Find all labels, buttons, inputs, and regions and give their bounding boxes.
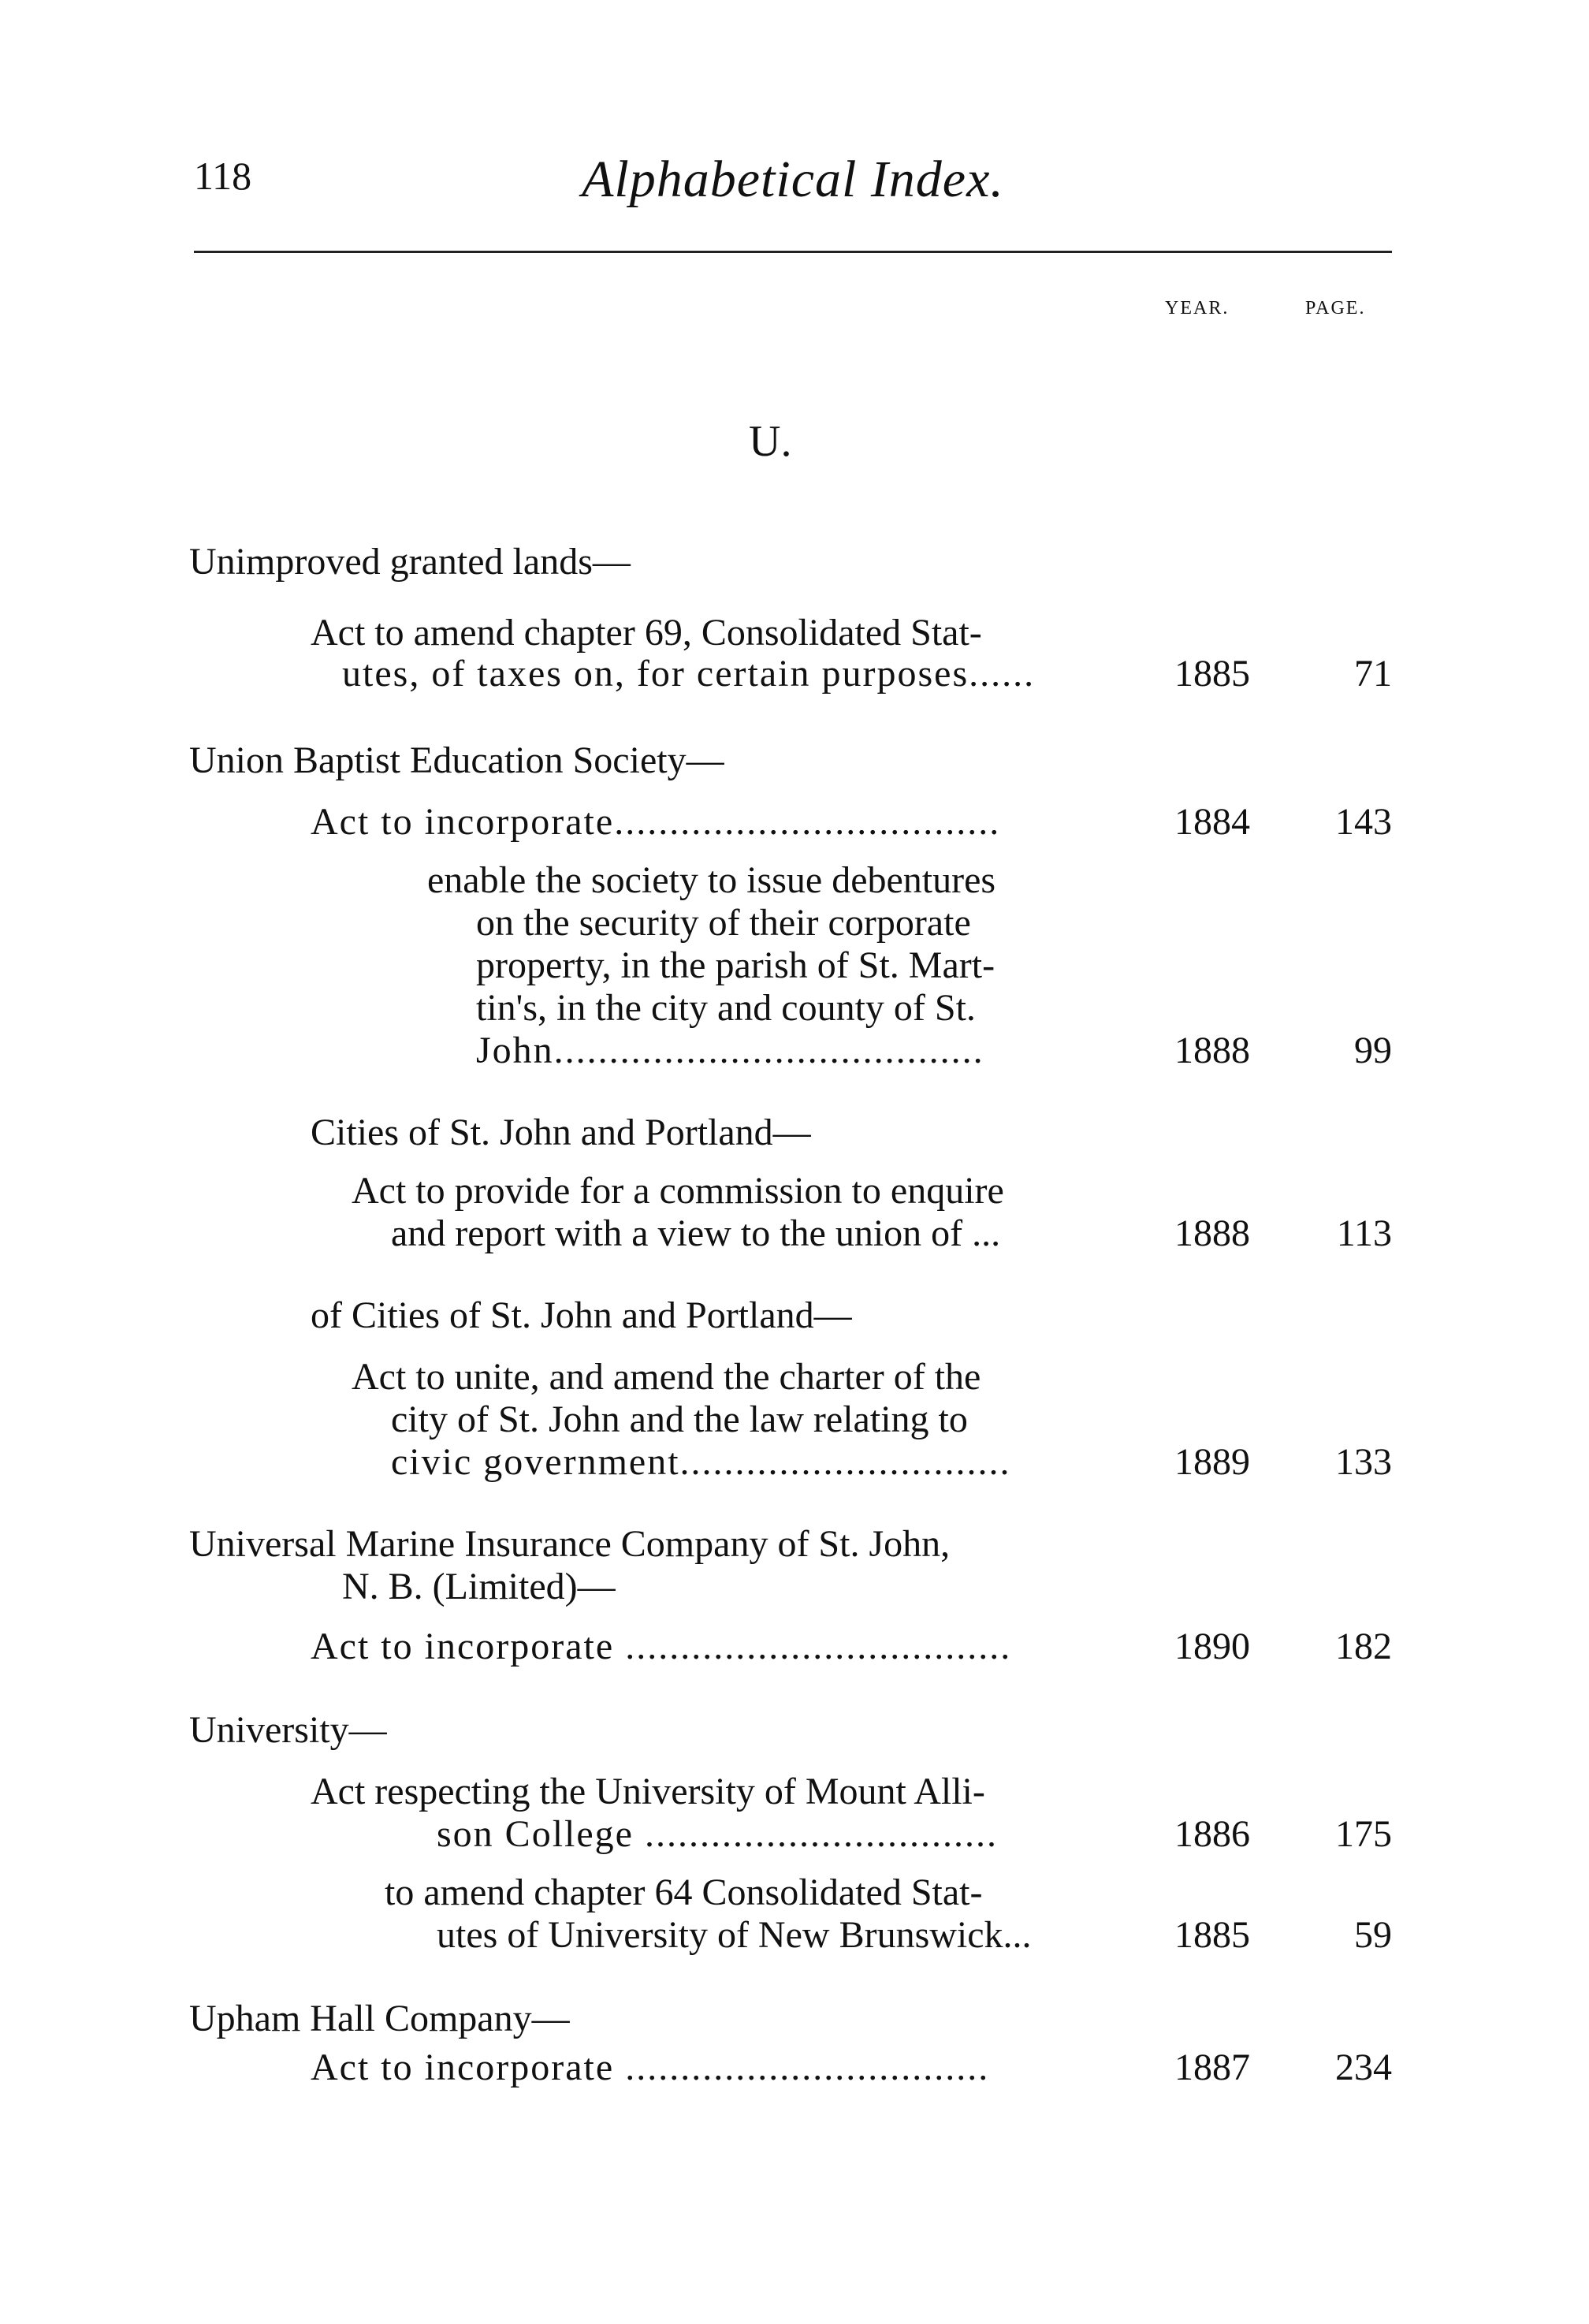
entry-year: 1887: [1174, 2047, 1250, 2088]
entry-year: 1890: [1174, 1626, 1250, 1667]
entry-year: 1885: [1174, 1914, 1250, 1956]
entry-year: 1886: [1174, 1813, 1250, 1855]
entry-text: Act to incorporate ...................................: [311, 1626, 1012, 1667]
entry-text: civic government..............................: [391, 1441, 1011, 1483]
entry-text: Universal Marine Insurance Company of St. John,: [189, 1523, 951, 1565]
entry-text: Cities of St. John and Portland—: [311, 1112, 811, 1153]
running-title: Alphabetical Index.: [582, 151, 1004, 208]
entry-text: Act to unite, and amend the charter of the: [352, 1356, 981, 1398]
entry-text: University—: [189, 1709, 387, 1751]
entry-text: Act respecting the University of Mount Alli-: [311, 1771, 985, 1812]
entry-text: son College ................................: [437, 1813, 998, 1855]
entry-text: tin's, in the city and county of St.: [476, 987, 976, 1029]
entry-page: 175: [1335, 1813, 1392, 1855]
column-header-year: YEAR.: [1165, 298, 1230, 318]
entry-text: John.......................................: [476, 1030, 984, 1071]
entry-year: 1888: [1174, 1212, 1250, 1254]
entry-page: 71: [1354, 653, 1392, 695]
entry-year: 1888: [1174, 1030, 1250, 1071]
entry-text: of Cities of St. John and Portland—: [311, 1294, 852, 1336]
entry-text: N. B. (Limited)—: [342, 1566, 616, 1607]
entry-page: 113: [1336, 1212, 1392, 1254]
entry-page: 133: [1335, 1441, 1392, 1483]
entry-year: 1885: [1174, 653, 1250, 695]
page-header: [194, 150, 1392, 221]
entry-page: 99: [1354, 1030, 1392, 1071]
entry-page: 143: [1335, 801, 1392, 843]
entry-text: to amend chapter 64 Consolidated Stat-: [385, 1871, 983, 1913]
entry-text: utes of University of New Brunswick...: [437, 1914, 1032, 1956]
entry-page: 234: [1335, 2047, 1392, 2088]
page-number: 118: [194, 154, 252, 198]
entry-text: and report with a view to the union of ...: [391, 1212, 1001, 1254]
entry-text: Act to incorporate...................................: [311, 801, 1001, 843]
entry-page: 182: [1335, 1626, 1392, 1667]
entry-text: Act to provide for a commission to enquire: [352, 1170, 1004, 1212]
section-letter: U.: [749, 417, 792, 466]
entry-text: city of St. John and the law relating to: [391, 1398, 968, 1440]
entry-text: utes, of taxes on, for certain purposes......: [342, 653, 1036, 695]
header-rule: [194, 251, 1392, 253]
entry-text: on the security of their corporate: [476, 902, 971, 944]
entry-text: Upham Hall Company—: [189, 1998, 570, 2039]
entry-text: Act to incorporate .................................: [311, 2047, 990, 2088]
entry-text: Act to amend chapter 69, Consolidated Stat-: [311, 612, 982, 654]
entry-text: enable the society to issue debentures: [427, 859, 996, 901]
entry-text: Union Baptist Education Society—: [189, 739, 724, 781]
entry-year: 1889: [1174, 1441, 1250, 1483]
entry-year: 1884: [1174, 801, 1250, 843]
entry-text: property, in the parish of St. Mart-: [476, 944, 995, 986]
column-header-page: PAGE.: [1305, 298, 1366, 318]
entry-text: Unimproved granted lands—: [189, 541, 631, 583]
entry-page: 59: [1354, 1914, 1392, 1956]
